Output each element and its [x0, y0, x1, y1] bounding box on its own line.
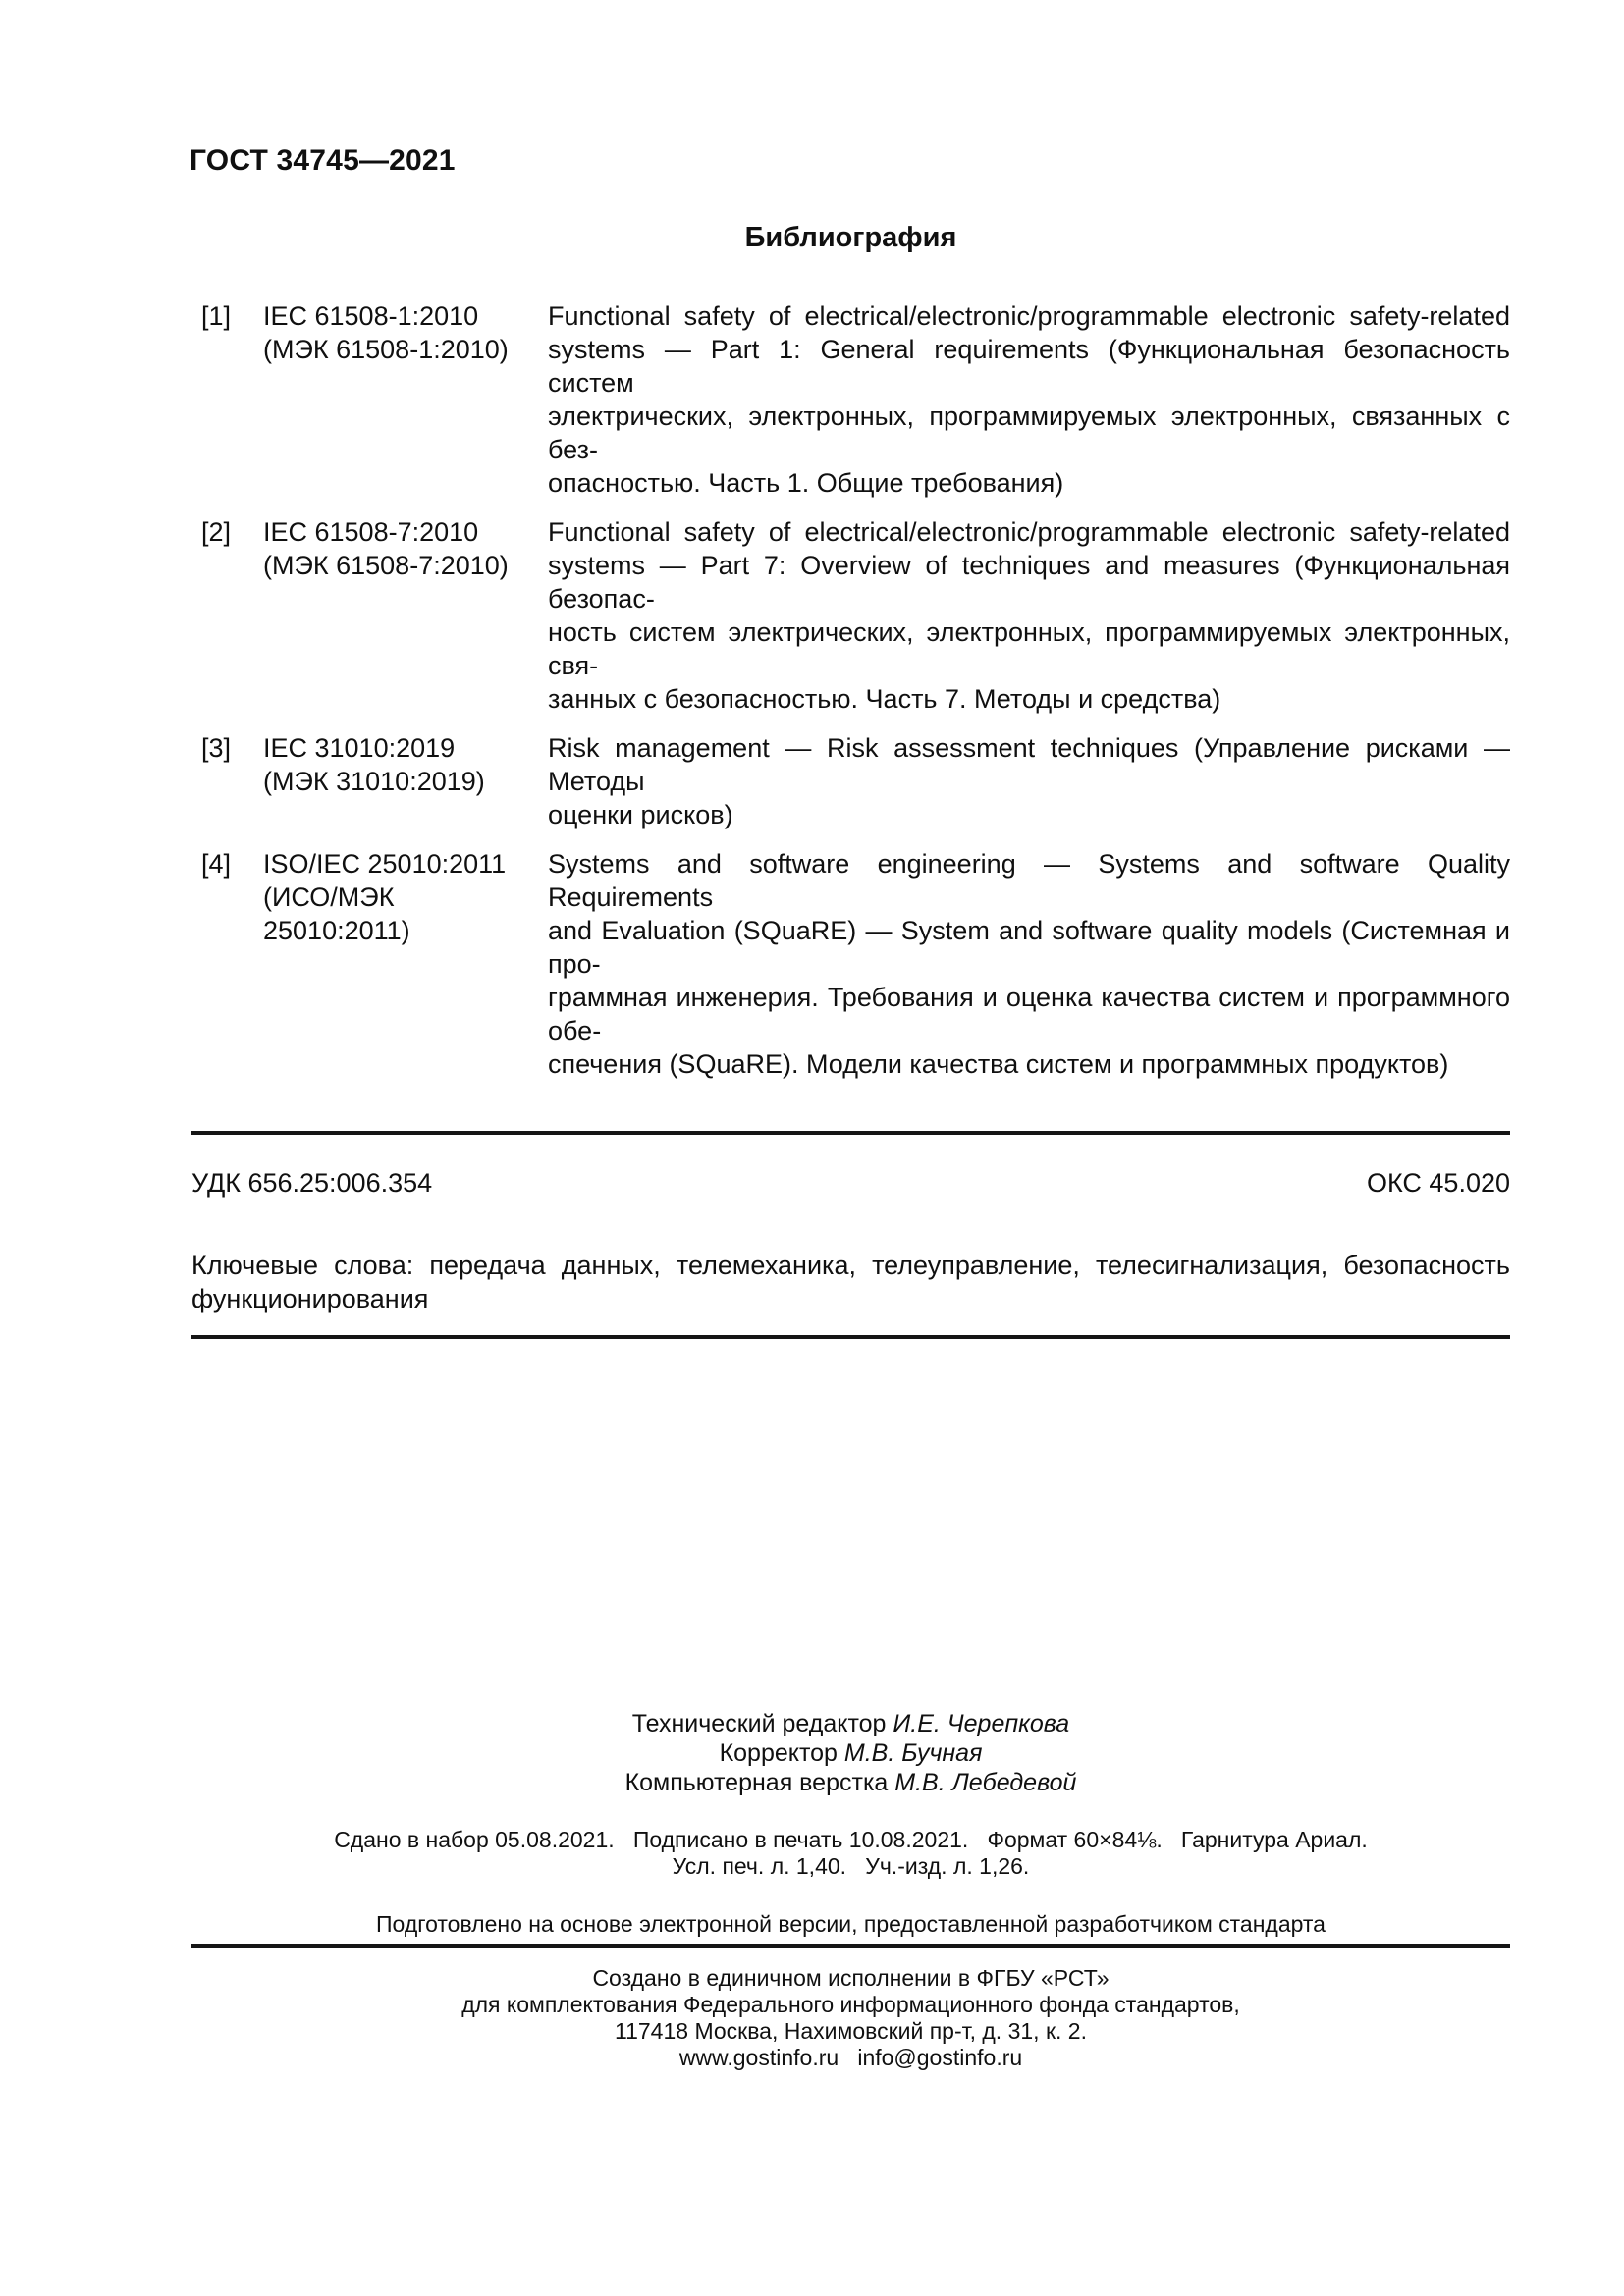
- footer-line: Создано в единичном исполнении в ФГБУ «РСТ»: [592, 1965, 1110, 1991]
- prepared-note: Подготовлено на основе электронной версии, предоставленной разработчиком стандарта: [376, 1911, 1326, 1937]
- entry-reference-code: [263, 299, 548, 500]
- description-line: Functional safety of electrical/electronic/programmable electronic safety-related: [548, 517, 1510, 547]
- reference-code-line: IEC 31010:2019: [263, 733, 456, 763]
- reference-code-line: (МЭК 61508-1:2010): [263, 335, 509, 364]
- udk-code: УДК 656.25:006.354: [191, 1168, 433, 1198]
- footer-line: 117418 Москва, Нахимовский пр-т, д. 31, к. 2.: [615, 2018, 1087, 2044]
- staff-name: М.В. Бучная: [843, 1739, 983, 1767]
- footer-line: для комплектования Федерального информационного фонда стандартов,: [461, 1992, 1240, 2017]
- reference-code-line: ISO/IEC 25010:2011: [263, 849, 507, 879]
- keywords-block: [191, 1249, 1510, 1315]
- description-line: электрических, электронных, программируемых электронных, связанных с без-: [548, 401, 1510, 464]
- print-info-block: [191, 1827, 1510, 1880]
- footer-contacts-line: www.gostinfo.ru info@gostinfo.ru: [678, 2045, 1023, 2070]
- staff-role: Технический редактор: [631, 1710, 893, 1737]
- bibliography-list: [191, 299, 1510, 1096]
- description-line: Functional safety of electrical/electronic/programmable electronic safety-related: [548, 301, 1510, 331]
- entry-number: [1]: [201, 301, 232, 331]
- staff-line: [191, 1768, 1510, 1797]
- horizontal-divider: [191, 1944, 1510, 1948]
- description-line: занных с безопасностью. Часть 7. Методы и средства): [548, 684, 1221, 714]
- oks-code: ОКС 45.020: [1366, 1168, 1510, 1198]
- description-line: Risk management — Risk assessment techniques (Управление рисками — Методы: [548, 733, 1510, 796]
- staff-name: М.В. Лебедевой: [894, 1769, 1077, 1796]
- description-line: ность систем электрических, электронных, программируемых электронных, свя-: [548, 617, 1510, 680]
- entry-description: [548, 847, 1510, 1081]
- standard-number-header: ГОСТ 34745—2021: [189, 144, 456, 177]
- description-line: Systems and software engineering — Systems and software Quality Requirements: [548, 849, 1510, 912]
- reference-code-line: IEC 61508-7:2010: [263, 517, 479, 547]
- staff-line: [191, 1709, 1510, 1738]
- entry-description: [548, 299, 1510, 500]
- classification-row: [191, 1166, 1510, 1200]
- reference-code-line: (МЭК 31010:2019): [263, 767, 485, 796]
- entry-description: [548, 731, 1510, 831]
- editorial-staff-block: [191, 1709, 1510, 1797]
- bibliography-entry: [191, 299, 1510, 500]
- staff-role: Корректор: [719, 1739, 844, 1767]
- horizontal-divider: [191, 1131, 1510, 1135]
- staff-name: И.Е. Черепкова: [893, 1710, 1070, 1737]
- description-line: оценки рисков): [548, 800, 733, 829]
- reference-code-line: IEC 61508-1:2010: [263, 301, 479, 331]
- bibliography-entry: [191, 731, 1510, 831]
- bibliography-entry: [191, 847, 1510, 1081]
- entry-reference-code: [263, 731, 548, 831]
- reference-code-line: (ИСО/МЭК 25010:2011): [263, 882, 410, 945]
- description-line: and Evaluation (SQuaRE) — System and software quality models (Системная и про-: [548, 916, 1510, 979]
- print-info-line: Усл. печ. л. 1,40. Уч.-изд. л. 1,26.: [672, 1853, 1030, 1879]
- keywords-line: функционирования: [191, 1284, 429, 1313]
- description-line: systems — Part 7: Overview of techniques and measures (Функциональная безопас-: [548, 551, 1510, 614]
- entry-number: [4]: [201, 849, 232, 879]
- publisher-footer: [191, 1965, 1510, 2071]
- entry-number: [2]: [201, 517, 232, 547]
- entry-number: [3]: [201, 733, 232, 763]
- section-title-bibliography: Библиография: [744, 222, 957, 253]
- entry-reference-code: [263, 515, 548, 716]
- description-line: спечения (SQuaRE). Модели качества систем и программных продуктов): [548, 1049, 1449, 1079]
- entry-reference-code: [263, 847, 548, 1081]
- horizontal-divider: [191, 1335, 1510, 1339]
- staff-line: [191, 1738, 1510, 1768]
- staff-role: Компьютерная верстка: [624, 1769, 895, 1796]
- description-line: граммная инженерия. Требования и оценка качества систем и программного обе-: [548, 983, 1510, 1045]
- description-line: systems — Part 1: General requirements (Функциональная безопасность систем: [548, 335, 1510, 398]
- bibliography-entry: [191, 515, 1510, 716]
- entry-description: [548, 515, 1510, 716]
- reference-code-line: (МЭК 61508-7:2010): [263, 551, 509, 580]
- keywords-line: Ключевые слова: передача данных, телемеханика, телеуправление, телесигнализация, безопасность: [191, 1251, 1510, 1280]
- description-line: опасностью. Часть 1. Общие требования): [548, 468, 1064, 498]
- print-info-line: Сдано в набор 05.08.2021. Подписано в печать 10.08.2021. Формат 60×84⅛. Гарнитура Ариал.: [334, 1827, 1368, 1852]
